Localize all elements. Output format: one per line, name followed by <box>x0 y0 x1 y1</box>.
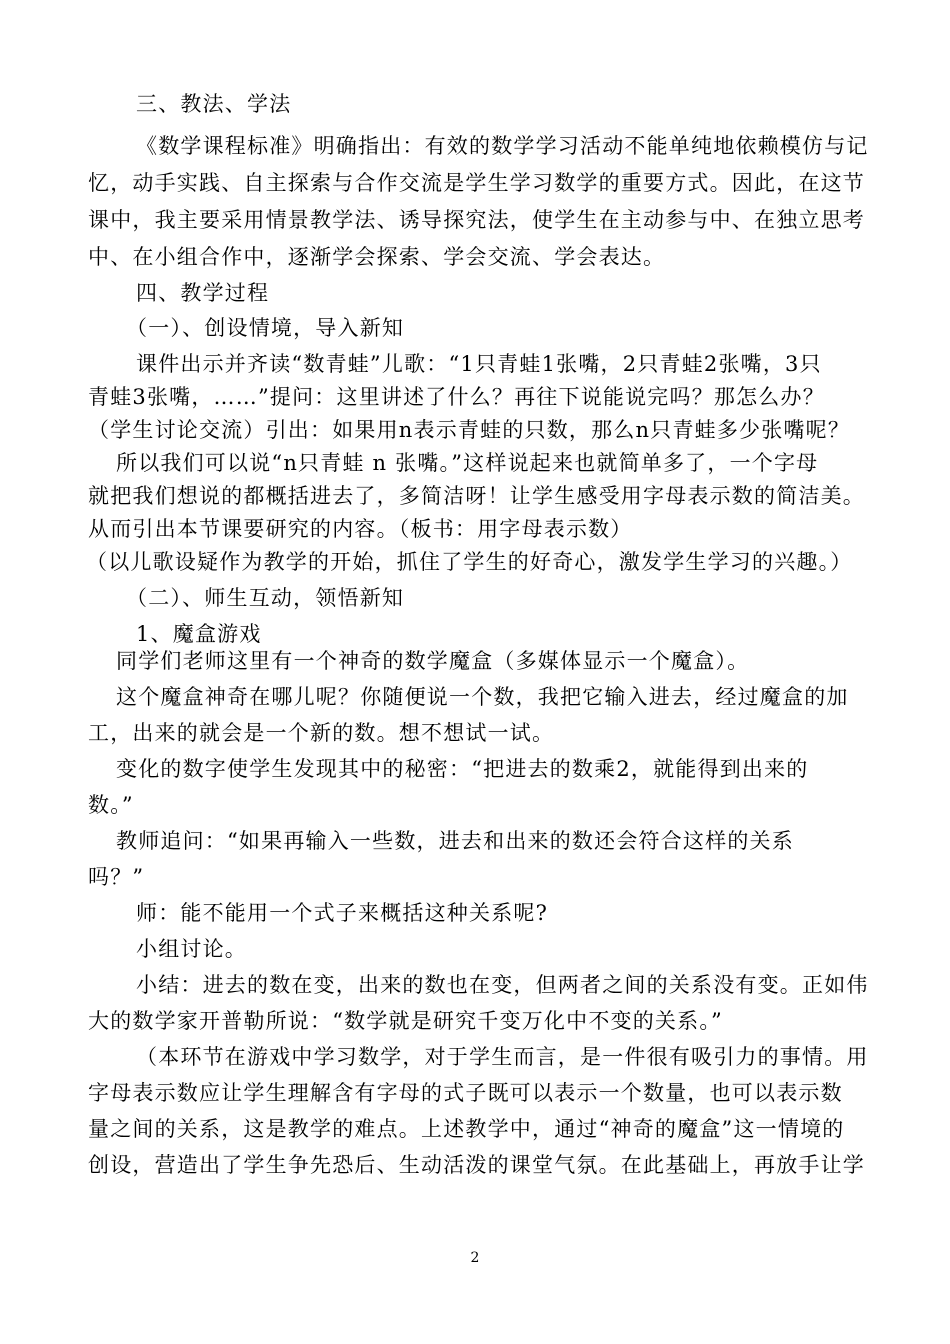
paragraph-line: 课件出示并齐读“数青蛙”儿歌：“1只青蛙1张嘴，2只青蛙2张嘴，3只 <box>136 352 822 376</box>
heading-process: 四、教学过程 <box>136 281 270 305</box>
paragraph-line: 工，出来的就会是一个新的数。想不想试一试。 <box>88 721 555 745</box>
paragraph-line: 从而引出本节课要研究的内容。（板书：用字母表示数） <box>88 517 633 541</box>
paragraph-line: 大的数学家开普勒所说：“数学就是研究千变万化中不变的关系。” <box>88 1009 723 1033</box>
paragraph-line: （本环节在游戏中学习数学，对于学生而言，是一件很有吸引力的事情。用 <box>136 1045 869 1069</box>
paragraph-line: 量之间的关系，这是教学的难点。上述教学中，通过“神奇的魔盒”这一情境的 <box>88 1117 845 1141</box>
paragraph-line: （学生讨论交流）引出：如果用n表示青蛙的只数，那么n只青蛙多少张嘴呢？ <box>88 418 851 442</box>
paragraph-line: 吗？” <box>88 865 145 889</box>
subheading-one: （一）、创设情境，导入新知 <box>126 316 405 340</box>
subheading-two: （二）、师生互动，领悟新知 <box>126 586 405 610</box>
paragraph-line: 教师追问：“如果再输入一些数，进去和出来的数还会符合这样的关系 <box>116 829 794 853</box>
paragraph-line: 数。” <box>88 793 134 817</box>
paragraph-line: 小结：进去的数在变，出来的数也在变，但两者之间的关系没有变。正如伟 <box>136 973 869 997</box>
paragraph-line: 忆，动手实践、自主探索与合作交流是学生学习数学的重要方式。因此，在这节 <box>88 171 865 195</box>
subheading-magic-box: 1、魔盒游戏 <box>136 622 262 646</box>
paragraph-line: 青蛙3张嘴，……”提问：这里讲述了什么？再往下说能说完吗？那怎么办？ <box>88 385 825 409</box>
paragraph-line: 同学们老师这里有一个神奇的数学魔盒（多媒体显示一个魔盒）。 <box>116 649 750 673</box>
paragraph-line: 创设，营造出了学生争先恐后、生动活泼的课堂气氛。在此基础上，再放手让学 <box>88 1153 865 1177</box>
paragraph-line: 小组讨论。 <box>136 937 247 961</box>
paragraph-line: （以儿歌设疑作为教学的开始，抓住了学生的好奇心，激发学生学习的兴趣。） <box>86 550 853 574</box>
paragraph-line: 课中，我主要采用情景教学法、诱导探究法，使学生在主动参与中、在独立思考 <box>88 208 865 232</box>
paragraph-line: 所以我们可以说“n只青蛙 n 张嘴。”这样说起来也就简单多了，一个字母 <box>116 451 819 475</box>
paragraph-line: 这个魔盒神奇在哪儿呢？你随便说一个数，我把它输入进去，经过魔盒的加 <box>116 685 849 709</box>
paragraph-line: 就把我们想说的都概括进去了，多简洁呀！让学生感受用字母表示数的简洁美。 <box>88 484 865 508</box>
paragraph-line: 变化的数字使学生发现其中的秘密：“把进去的数乘2，就能得到出来的 <box>116 757 809 781</box>
paragraph-line: 字母表示数应让学生理解含有字母的式子既可以表示一个数量，也可以表示数 <box>88 1081 843 1105</box>
paragraph-line: 中、在小组合作中，逐渐学会探索、学会交流、学会表达。 <box>88 245 666 269</box>
paragraph-line: 师：能不能用一个式子来概括这种关系呢? <box>136 901 549 925</box>
paragraph-line: 《数学课程标准》明确指出：有效的数学学习活动不能单纯地依赖模仿与记 <box>136 134 869 158</box>
heading-methods: 三、教法、学法 <box>136 92 292 116</box>
page-number: 2 <box>470 1250 480 1266</box>
